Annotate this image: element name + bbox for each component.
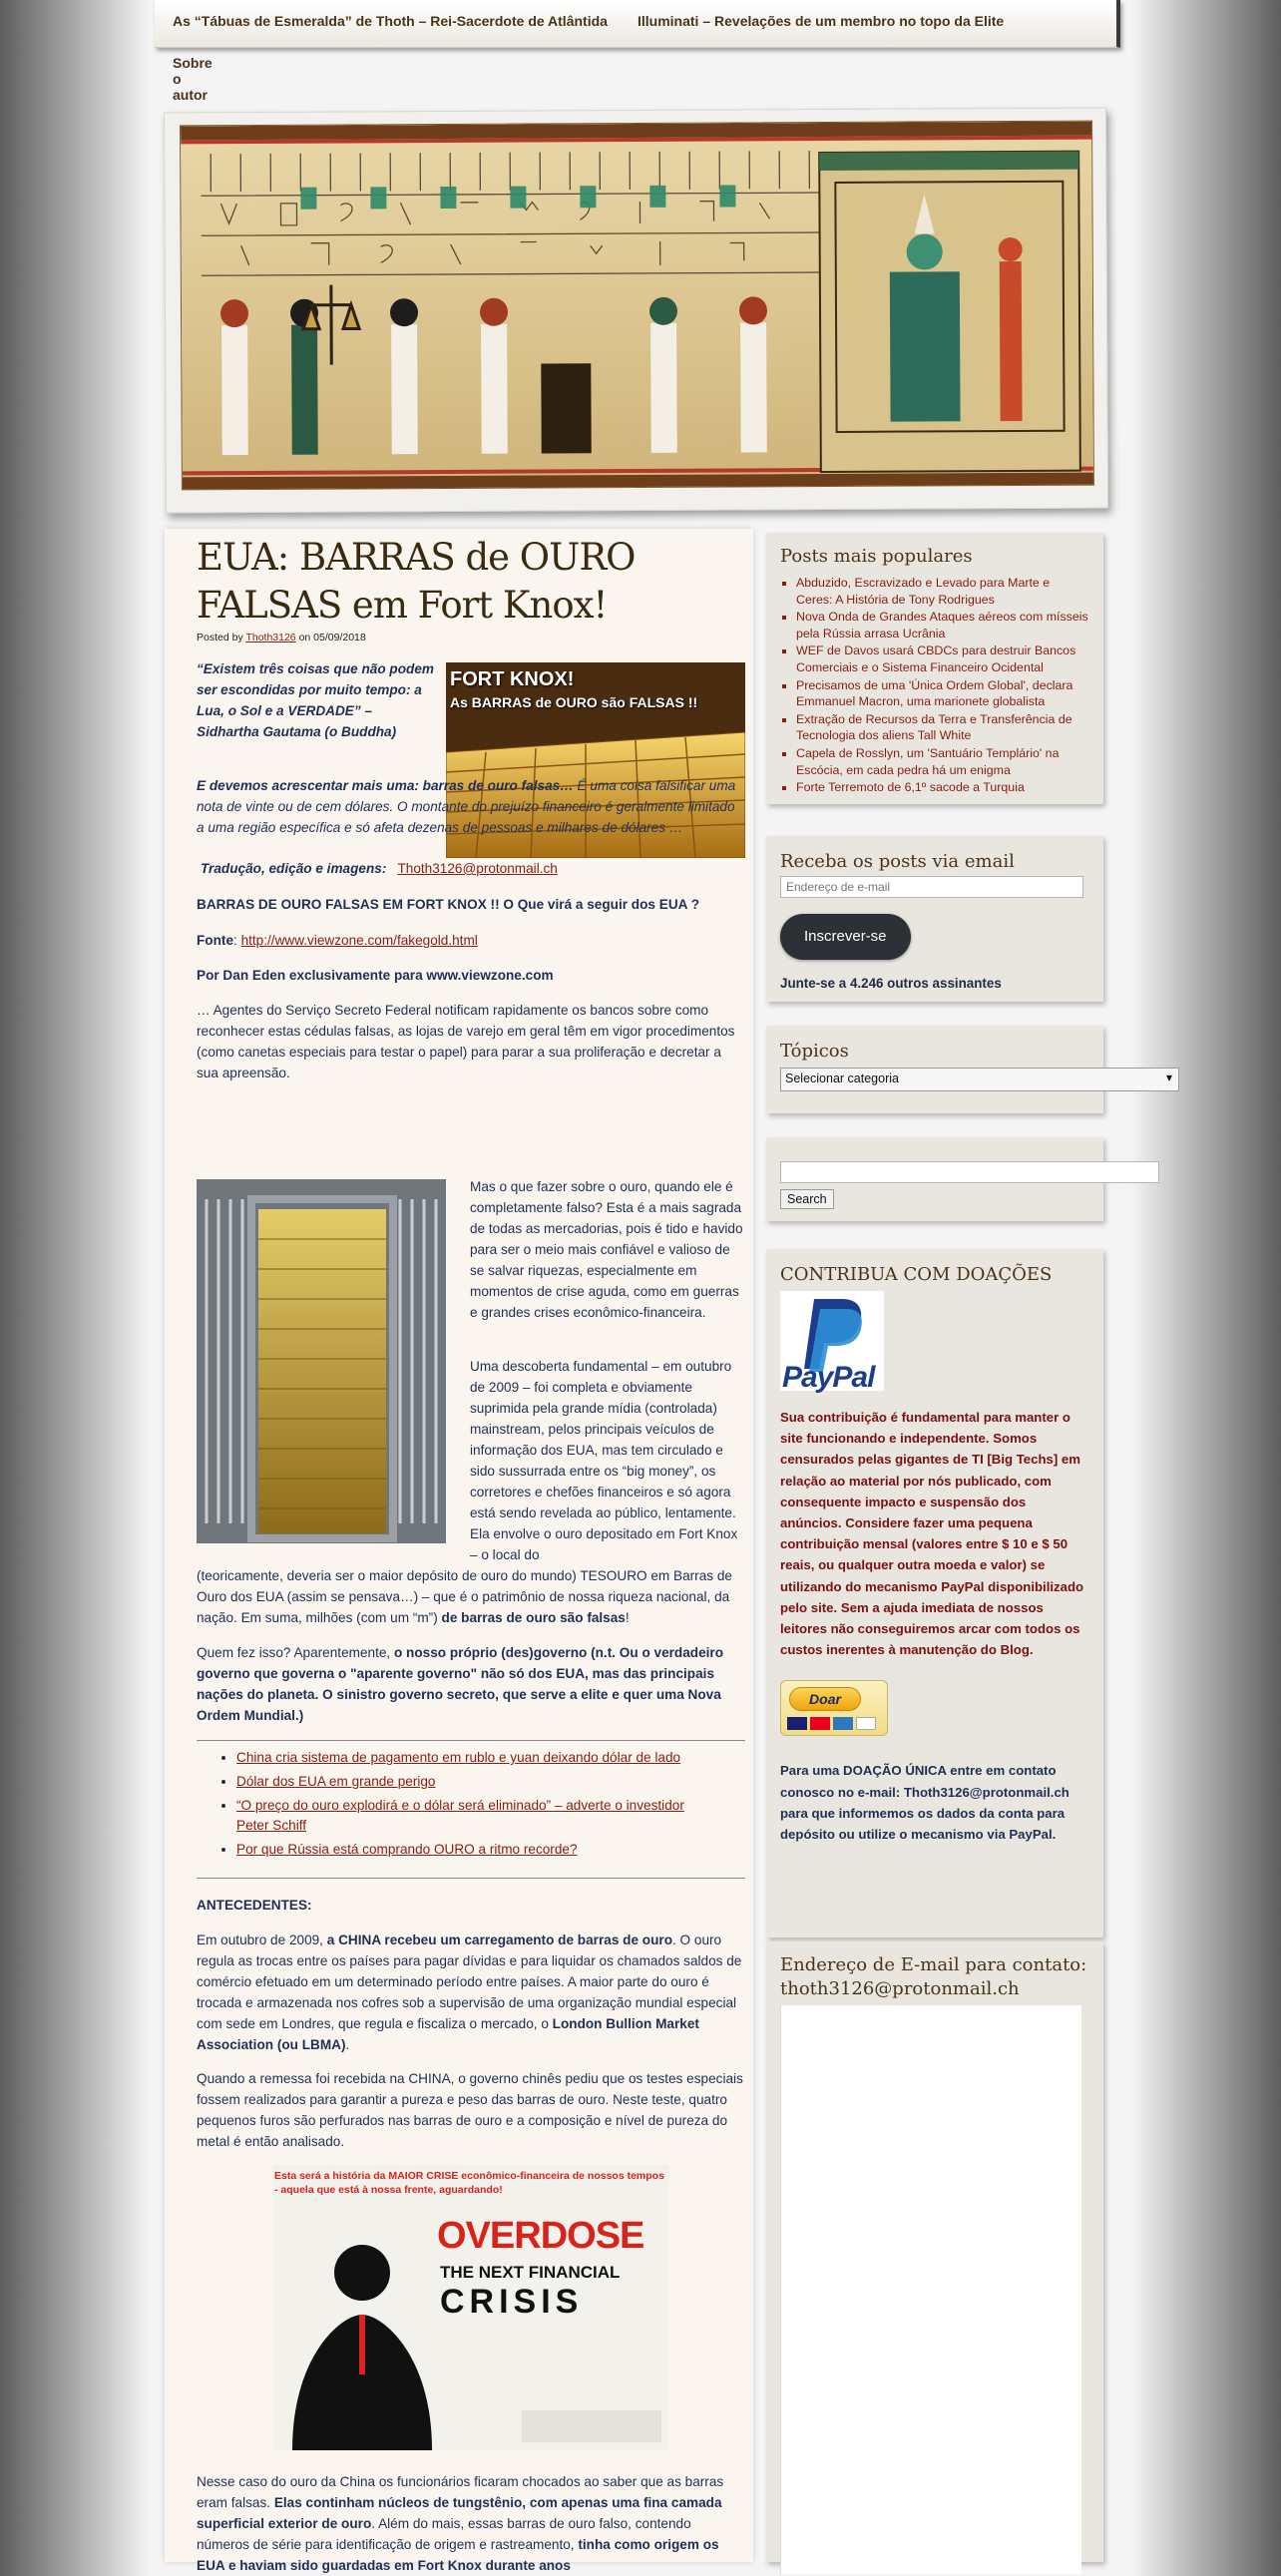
fort-knox-image-subtitle: As BARRAS de OURO são FALSAS !! [450, 694, 698, 710]
single-donation-contact-text: Para uma DOAÇÃO ÚNICA entre em contato conosco no e-mail: Thoth3126@protonmail.ch para que informemos os dados da conta para depósito ou utilize o mecanismo via PayPal. [780, 1763, 1069, 1843]
popular-posts-title: Posts mais populares [780, 546, 973, 567]
topics-widget [766, 1026, 1172, 1113]
intro-paragraph: E devemos acrescentar mais uma: barras de ouro falsas… É uma coisa falsificar uma nota de vinte ou de cem dólares. O montante do prejuízo financeiro é geralmente limitado a uma região específica e só afeta dezenas de pessoas e milhares de dólares … [197, 778, 736, 835]
related-link[interactable]: “O preço do ouro explodirá e o dólar será eliminado” – adverte o investidor Peter Schiff [236, 1798, 684, 1833]
paragraph-1: … Agentes do Serviço Secreto Federal notificam rapidamente os bancos sobre como reconhecer estas cédulas falsas, as lojas de varejo em geral têm em vigor procedimentos (como canetas especiais para testar o papel) para parar a sua proliferação e decretar a sua apreensão. [197, 1003, 735, 1080]
meta-posted-by: Posted by [197, 632, 243, 644]
popular-post-link[interactable]: Nova Onda de Grandes Ataques aéreos com mísseis pela Rússia arrasa Ucrânia [796, 610, 1088, 641]
paragraph-3-continued: (teoricamente, deveria ser o maior depósito de ouro do mundo) TESOURO em Barras de Ouro dos EUA (assim se pensava…) – que é o patrimônio de nossa riqueza nacional, da nação. Em suma, milhões (com um “m”) de barras de ouro são falsas! [197, 1568, 732, 1625]
poster-word-crisis: CRISIS [440, 2283, 584, 2321]
search-input[interactable] [780, 1161, 1159, 1183]
popular-post-link[interactable]: Precisamos de uma 'Única Ordem Global', declara Emmanuel Macron, uma marionete globalista [796, 677, 1073, 709]
related-link[interactable]: China cria sistema de pagamento em rublo e yuan deixando dólar de lado [236, 1750, 681, 1765]
header-banner-frame [164, 108, 1108, 514]
translation-email-link[interactable]: Thoth3126@protonmail.ch [397, 861, 558, 876]
popular-post-link[interactable]: WEF de Davos usará CBDCs para destruir Bancos Comerciais e o Sistema Financeiro Ocidental [796, 644, 1076, 674]
source-line: Fonte: http://www.viewzone.com/fakegold.html [197, 933, 478, 948]
related-link[interactable]: Por que Rússia está comprando OURO a ritmo recorde? [236, 1842, 578, 1857]
fort-knox-image-title: FORT KNOX! [450, 668, 575, 690]
post-content-area [165, 529, 753, 2573]
subscribers-count: Junte-se a 4.246 outros assinantes [780, 976, 1002, 991]
overdose-poster-image[interactable] [272, 2165, 669, 2450]
popular-posts-widget [766, 533, 1103, 804]
email-subscribe-title: Receba os posts via email [780, 851, 1015, 872]
email-address-input[interactable] [780, 876, 1083, 898]
donate-button-label: Doar [789, 1687, 861, 1711]
donations-widget [766, 1249, 1103, 1937]
related-links-list [218, 1748, 717, 1860]
topics-title: Tópicos [780, 1041, 849, 1062]
divider-top [197, 1740, 745, 1741]
translation-credit: Tradução, edição e imagens: Thoth3126@protonmail.ch [201, 861, 558, 876]
meta-date: on 05/09/2018 [298, 632, 366, 644]
divider-bottom [197, 1878, 745, 1879]
paypal-logo-word: PayPal [782, 1361, 875, 1394]
egyptian-papyrus-banner[interactable] [180, 121, 1094, 491]
donation-appeal-text: Sua contribuição é fundamental para manter o site funcionando e independente. Somos censurados pelas gigantes de TI [Big Techs] em relação ao material por nós publicado, com consequente impacto e suspensão dos anúncios. Considere fazer uma pequena contribuição mensal (valores entre $ 10 e $ 50 reais, ou qualquer outra moeda e valor) se utilizando do mecanismo PayPal disponibilizado pelo site. Sem a ajuda imediata de nossos leitores não conseguiremos arcar com todos os custos inerentes à manutenção do Blog. [780, 1410, 1084, 1658]
source-url-link[interactable]: http://www.viewzone.com/fakegold.html [240, 933, 478, 948]
subscribe-button[interactable]: Inscrever-se [780, 914, 911, 960]
nav-link-illuminati[interactable]: Illuminati – Revelações de um membro no topo da Elite [638, 13, 1005, 29]
search-button[interactable]: Search [780, 1189, 834, 1209]
popular-post-link[interactable]: Capela de Rosslyn, um 'Santuário Templário' na Escócia, em cada pedra há um enigma [796, 745, 1060, 777]
paypal-logo[interactable] [780, 1291, 884, 1394]
paypal-donate-button[interactable] [780, 1680, 888, 1736]
top-navigation [155, 0, 1120, 48]
chevron-down-icon: ▾ [1165, 1071, 1172, 1084]
nav-link-about-author[interactable]: Sobre o autor [173, 55, 213, 103]
related-link[interactable]: Dólar dos EUA em grande perigo [236, 1774, 436, 1789]
gold-vault-image[interactable] [197, 1179, 446, 1543]
email-subscribe-widget [766, 836, 1103, 1002]
category-select[interactable]: Selecionar categoria ▾ [780, 1068, 1179, 1091]
poster-word-overdose: OVERDOSE [437, 2215, 644, 2257]
meta-author-link[interactable]: Thoth3126 [245, 632, 296, 644]
paragraph-6: Quando a remessa foi recebida na CHINA, o governo chinês pediu que os testes especiais fossem realizados para garantir a pureza e peso das barras de ouro. Neste teste, quatro pequenos furos são perfurados nas barras de ouro e a composição e nível de pureza do metal é então analisado. [197, 2071, 743, 2149]
poster-word-next-financial: THE NEXT FINANCIAL [440, 2263, 621, 2282]
buddha-quote: “Existem três coisas que não podem ser escondidas por muito tempo: a Lua, o Sol e a VERDADE” – Sidhartha Gautama (o Buddha) [197, 661, 434, 739]
popular-post-link[interactable]: Forte Terremoto de 6,1º sacode a Turquia [796, 780, 1025, 795]
search-widget [766, 1137, 1103, 1221]
credit-card-icons [787, 1717, 876, 1730]
poster-caption: Esta será a história da MAIOR CRISE econômico-financeira de nossos tempos - aquela que está à nossa frente, aguardando! [274, 2170, 664, 2196]
donations-title: CONTRIBUA COM DOAÇÕES [780, 1264, 1053, 1285]
paragraph-5: Em outubro de 2009, a CHINA recebeu um carregamento de barras de ouro. O ouro regula as trocas entre os países para pagar dívidas e para liquidar os chamados saldos de comércio efetuado em um determinado período entre países. A maior parte do ouro é trocada e armazenada nos cofres sob a supervisão de uma organização mundial especial com sede em Londres, que regula e fiscaliza o mercado, o London Bullion Market Association (ou LBMA). [197, 1932, 742, 2052]
paragraph-2: Mas o que fazer sobre o ouro, quando ele é completamente falso? Esta é a mais sagrada de todas as mercadorias, pois é tido e havido para ser o meio mais confiável e valioso de se salvar riquezas, especialmente em momentos de crise aguda, como em guerras e grandes crises econômico-financeira. [470, 1179, 743, 1320]
post-meta [197, 632, 366, 644]
popular-post-link[interactable]: Abduzido, Escravizado e Levado para Marte e Ceres: A História de Tony Rodrigues [796, 576, 1051, 607]
contact-email-frame[interactable] [780, 2005, 1081, 2574]
popular-post-link[interactable]: Extração de Recursos da Terra e Transferência de Tecnologia dos aliens Tall White [796, 711, 1072, 743]
paragraph-3: Uma descoberta fundamental – em outubro de 2009 – foi completa e obviamente suprimida pela grande mídia (controlada) mainstream, pelos principais veículos de informação dos EUA, mas tem circulado e sido sussurrada entre os “big money”, os corretores e chefões financeiros e só agora está sendo revelada ao público, lentamente. Ela envolve o ouro depositado em Fort Knox – o local do [470, 1359, 738, 1562]
byline: Por Dan Eden exclusivamente para www.viewzone.com [197, 968, 554, 983]
paragraph-4: Quem fez isso? Aparentemente, o nosso próprio (des)governo (n.t. Ou o verdadeiro governo que governa o "aparente governo" não só dos EUA, mas das principais nações do planeta. O sinistro governo secreto, que serve a elite e quer uma Nova Ordem Mundial.) [197, 1645, 724, 1723]
contact-email-title: Endereço de E-mail para contato: thoth3126@protonmail.ch [780, 1954, 1087, 1999]
paragraph-7: Nesse caso do ouro da China os funcionários ficaram chocados ao saber que as barras eram falsas. Elas continham núcleos de tungstênio, com apenas uma fina camada superficial exterior de ouro. Além do mais, essas barras de ouro falso, contendo números de série para identificação de origem e rastreamento, tinha como origem os EUA e haviam sido guardadas em Fort Knox durante anos [197, 2474, 724, 2573]
headline: BARRAS DE OURO FALSAS EM FORT KNOX !! O Que virá a seguir dos EUA ? [197, 897, 700, 912]
nav-link-emerald-tablets[interactable]: As “Tábuas de Esmeralda” de Thoth – Rei-Sacerdote de Atlântida [173, 13, 608, 29]
antecedentes-heading: ANTECEDENTES: [197, 1898, 312, 1913]
post-title[interactable]: EUA: BARRAS de OURO FALSAS em Fort Knox! [197, 536, 636, 627]
contact-email-widget [766, 1941, 1103, 2562]
